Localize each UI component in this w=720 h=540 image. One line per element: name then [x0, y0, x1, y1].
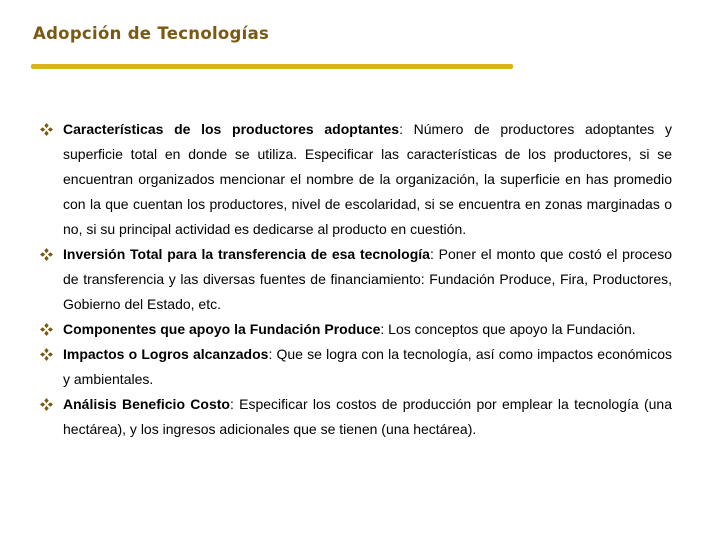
bullet-item-components — [40, 317, 672, 342]
bullet-term: Componentes que apoyo la Fundación Produce — [63, 321, 381, 337]
bullet-item-cost-benefit — [40, 392, 672, 442]
bullet-term: Impactos o Logros alcanzados — [63, 346, 269, 362]
bullet-text: : Que se logra con la tecnología, así como impactos económicos y ambientales. — [63, 346, 672, 387]
bullet-text: : Especificar los costos de producción por emplear la tecnología (una hectárea), y los ingresos adicionales que se tienen (una hectárea). — [63, 396, 672, 437]
bullet-list — [40, 117, 672, 442]
diamond-bullet-icon — [40, 398, 53, 411]
bullet-text: : Número de productores adoptantes y superficie total en donde se utiliza. Especificar las características de los productores, si se encuentran organizados mencionar el nombre de la organización, la superficie en has promedio con la que cuentan los productores, nivel de escolaridad, si se encuentra en zonas marginadas o no, si su principal actividad es dedicarse al producto en cuestión. — [63, 121, 672, 237]
slide-title: Adopción de Tecnologías — [33, 24, 270, 43]
bullet-text: : Los conceptos que apoyo la Fundación. — [380, 321, 636, 337]
bullet-item-adopter-characteristics — [40, 117, 672, 242]
bullet-text: : Poner el monto que costó el proceso de transferencia y las diversas fuentes de financiamiento: Fundación Produce, Fira, Productores, Gobierno del Estado, etc. — [63, 246, 672, 312]
bullet-term: Análisis Beneficio Costo — [63, 396, 230, 412]
bullet-term: Características de los productores adoptantes — [63, 121, 400, 137]
bullet-item-total-investment — [40, 242, 672, 317]
title-underline — [31, 64, 513, 69]
bullet-item-impacts — [40, 342, 672, 392]
diamond-bullet-icon — [40, 348, 53, 361]
diamond-bullet-icon — [40, 248, 53, 261]
diamond-bullet-icon — [40, 323, 53, 336]
diamond-bullet-icon — [40, 123, 53, 136]
bullet-term: Inversión Total para la transferencia de esa tecnología — [63, 246, 430, 262]
